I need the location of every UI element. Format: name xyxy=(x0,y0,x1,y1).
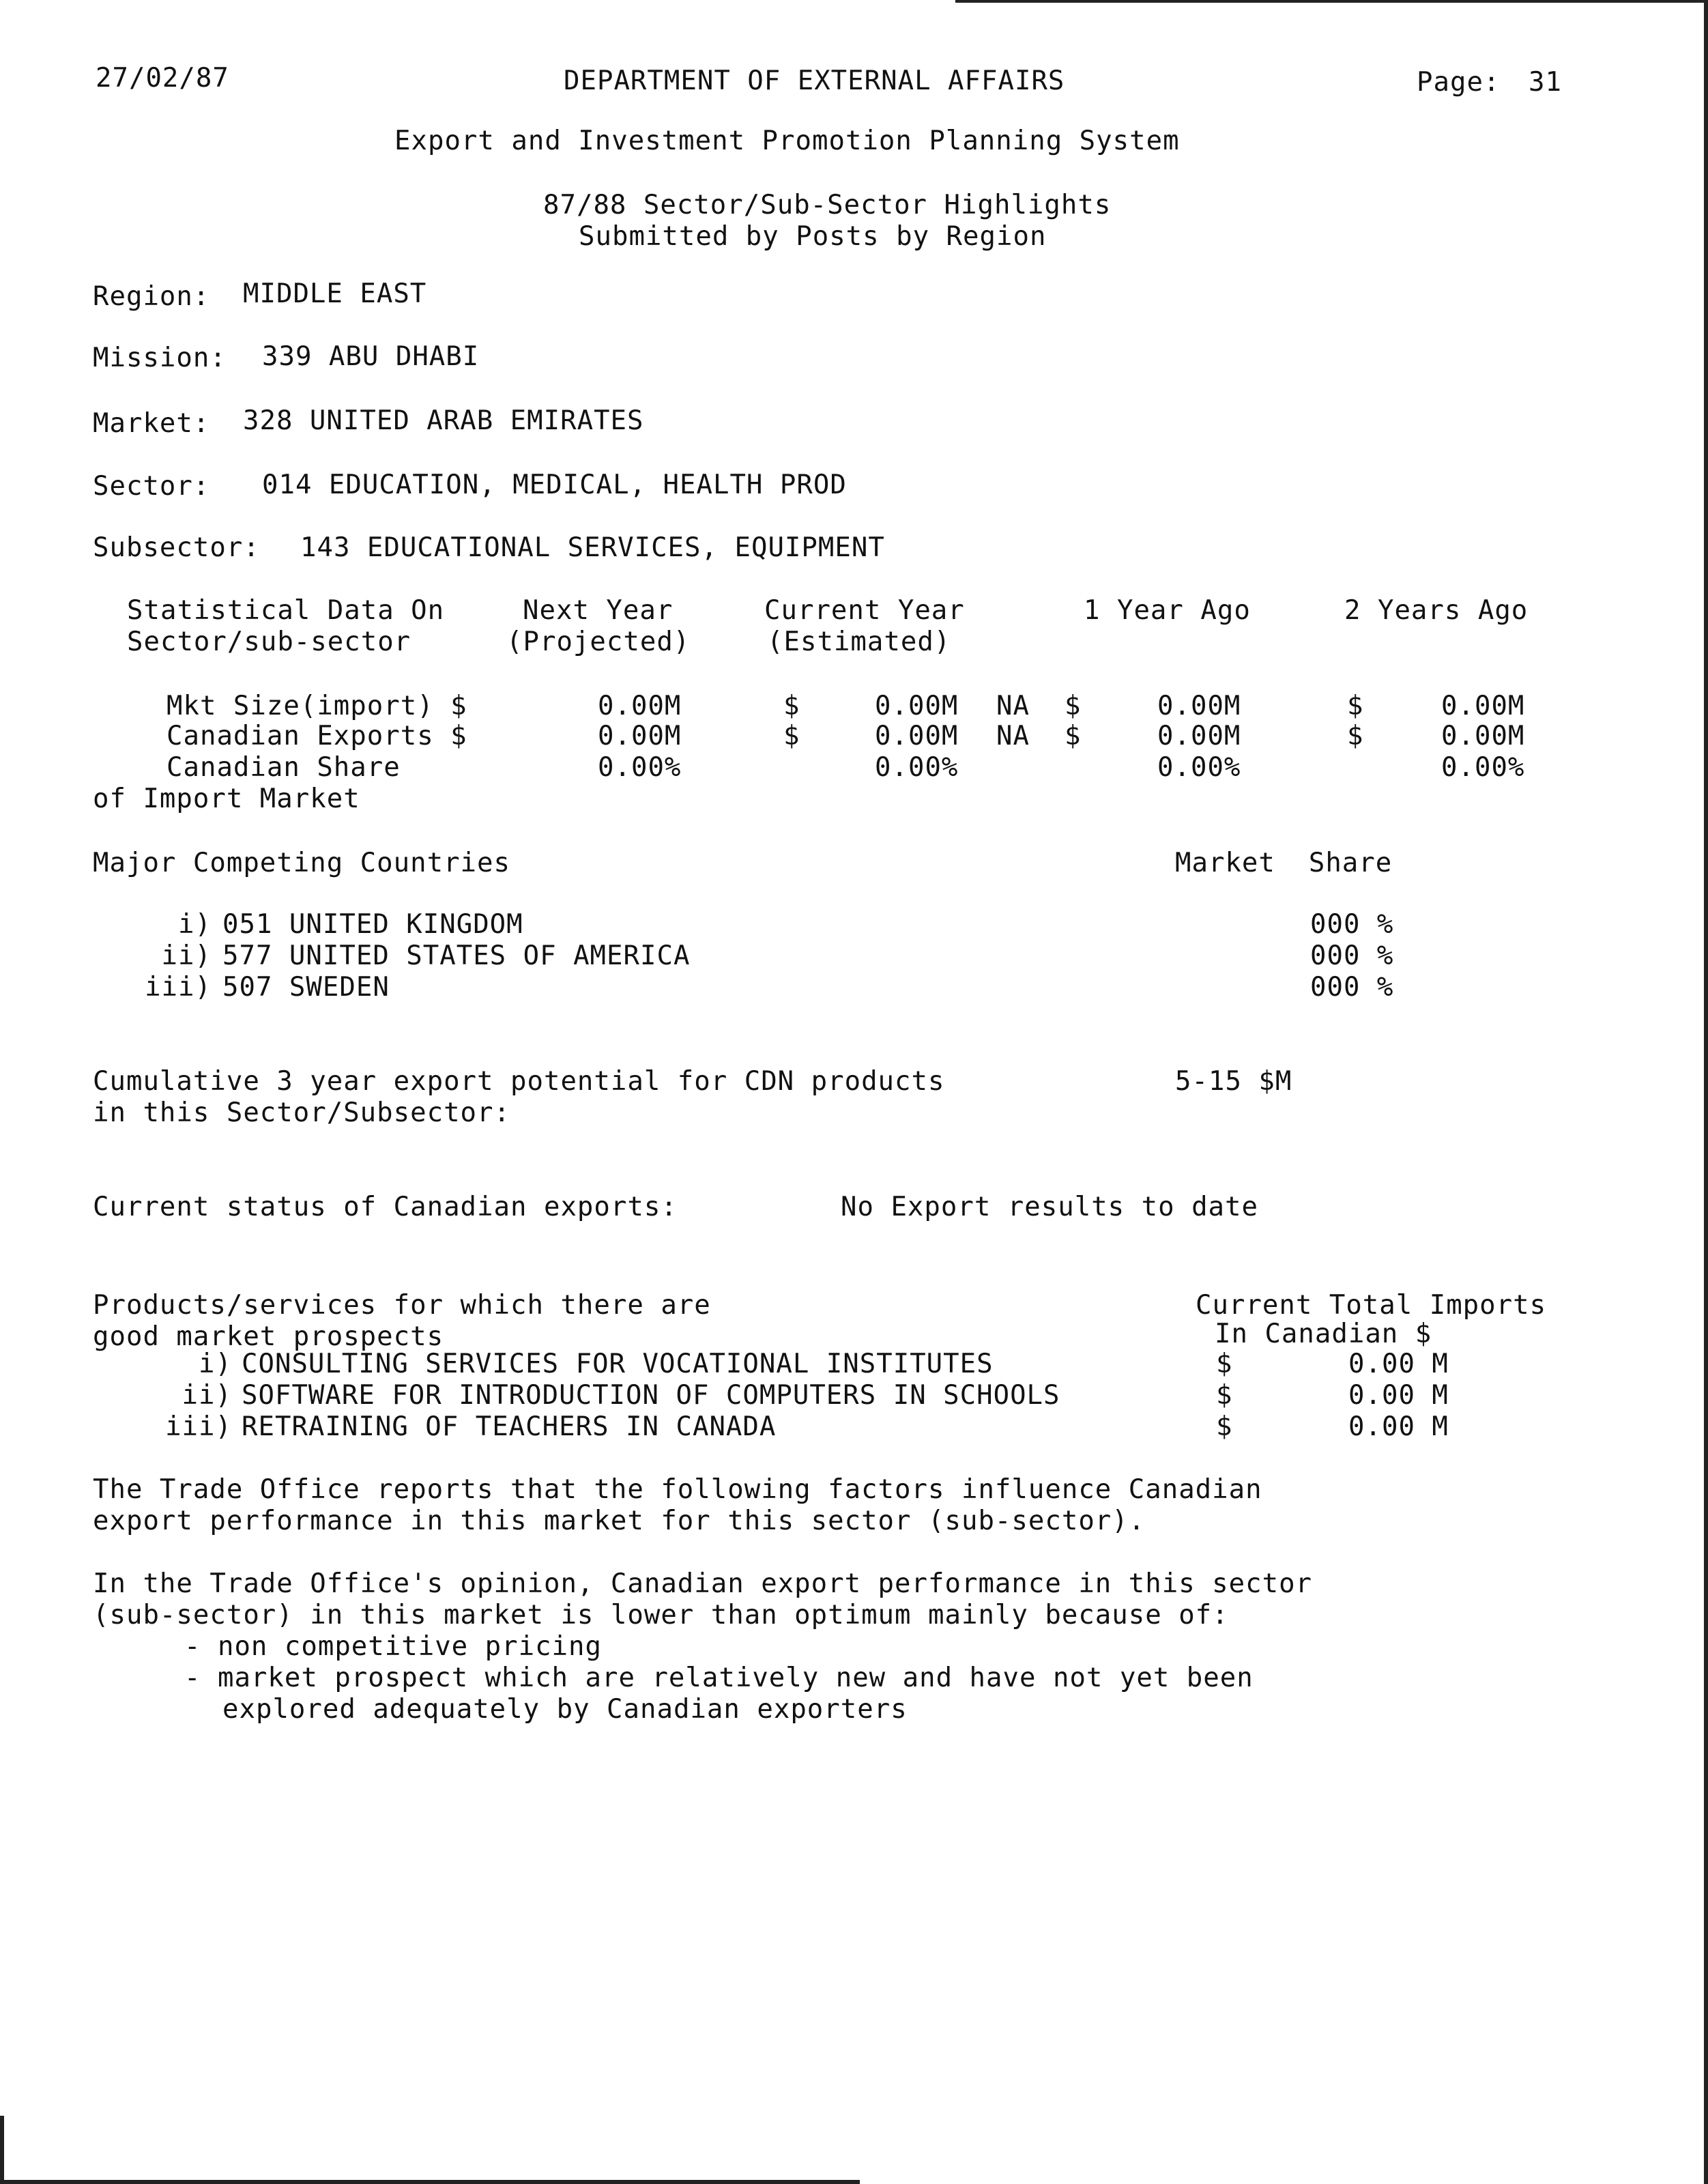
prospect-text: CONSULTING SERVICES FOR VOCATIONAL INSTITUTES xyxy=(242,1349,994,1379)
subsector-label: Subsector: xyxy=(93,532,260,563)
department-name: DEPARTMENT OF EXTERNAL AFFAIRS xyxy=(564,66,1065,96)
competitor-share: 000 % xyxy=(1310,940,1394,971)
stats-current-value: 0.00M xyxy=(875,691,959,721)
col-current-year: Current Year xyxy=(764,595,965,626)
report-subtitle: Submitted by Posts by Region xyxy=(579,221,1047,252)
page-edge-bottom xyxy=(0,2180,860,2184)
stats-next-value: 0.00M xyxy=(598,691,682,721)
stats-current-value: 0.00M xyxy=(875,721,959,751)
stats-row-label: Canadian Exports $ xyxy=(167,721,467,751)
prospect-value: 0.00 M xyxy=(1348,1411,1449,1442)
factors-line1: The Trade Office reports that the following factors influence Canadian xyxy=(93,1474,1262,1505)
competitor-country: 051 UNITED KINGDOM xyxy=(222,909,523,940)
competitor-country: 577 UNITED STATES OF AMERICA xyxy=(222,940,691,971)
sector-label: Sector: xyxy=(93,471,210,502)
prospect-text: RETRAINING OF TEACHERS IN CANADA xyxy=(242,1411,777,1442)
col-1-year-ago: 1 Year Ago xyxy=(1084,595,1251,626)
prospect-value: 0.00 M xyxy=(1348,1349,1449,1379)
region-label: Region: xyxy=(93,281,210,312)
col-current-year-sub: (Estimated) xyxy=(767,627,951,657)
prospect-dollar: $ xyxy=(1216,1349,1233,1379)
col-next-year: Next Year xyxy=(523,595,674,626)
competitor-number: ii) xyxy=(161,940,212,971)
stats-1year-value: 0.00% xyxy=(1157,752,1241,783)
competitors-heading: Major Competing Countries xyxy=(93,848,510,878)
stats-2years-dollar: $ xyxy=(1347,721,1364,751)
stats-header-line2: Sector/sub-sector xyxy=(127,627,411,657)
page-edge-right xyxy=(1704,0,1708,2184)
mission-value: 339 ABU DHABI xyxy=(262,341,480,372)
competitor-number: iii) xyxy=(145,972,212,1003)
stats-current-value: 0.00% xyxy=(875,752,959,783)
prospect-number: ii) xyxy=(182,1380,232,1411)
opinion-bullet: - market prospect which are relatively new and have not yet been xyxy=(184,1663,1254,1693)
stats-2years-value: 0.00% xyxy=(1441,752,1525,783)
competitor-share: 000 % xyxy=(1310,972,1394,1003)
page-label: Page: xyxy=(1417,67,1501,98)
market-share-heading: Market Share xyxy=(1175,848,1393,878)
potential-line2: in this Sector/Subsector: xyxy=(93,1097,510,1128)
stats-1year-dollar: $ xyxy=(1065,691,1082,721)
opinion-bullet-continued: explored adequately by Canadian exporters xyxy=(222,1694,908,1725)
factors-line2: export performance in this market for this sector (sub-sector). xyxy=(93,1506,1146,1536)
report-title: 87/88 Sector/Sub-Sector Highlights xyxy=(543,190,1112,220)
col-2-years-ago: 2 Years Ago xyxy=(1344,595,1529,626)
page-number: 31 xyxy=(1529,67,1562,98)
stats-1year-value: 0.00M xyxy=(1157,691,1241,721)
prospect-dollar: $ xyxy=(1216,1380,1233,1411)
stats-2years-dollar: $ xyxy=(1347,691,1364,721)
stats-2years-value: 0.00M xyxy=(1441,721,1525,751)
competitor-number: i) xyxy=(178,909,212,940)
stats-header-line1: Statistical Data On xyxy=(127,595,445,626)
stats-current-dollar: $ xyxy=(783,721,800,751)
stats-row-label: Canadian Share xyxy=(167,752,401,783)
competitor-country: 507 SWEDEN xyxy=(222,972,390,1003)
imports-col-heading: Current Total Imports xyxy=(1196,1290,1547,1321)
stats-na-flag: NA xyxy=(996,721,1030,751)
stats-row-label: Mkt Size(import) $ xyxy=(167,691,467,721)
prospects-line2: good market prospects xyxy=(93,1321,444,1352)
stats-1year-value: 0.00M xyxy=(1157,721,1241,751)
subsector-value: 143 EDUCATIONAL SERVICES, EQUIPMENT xyxy=(300,532,885,563)
potential-line1: Cumulative 3 year export potential for CDN products xyxy=(93,1066,945,1097)
prospects-line1: Products/services for which there are xyxy=(93,1290,711,1321)
col-next-year-sub: (Projected) xyxy=(506,627,691,657)
sector-value: 014 EDUCATION, MEDICAL, HEALTH PROD xyxy=(262,470,847,500)
opinion-bullet: - non competitive pricing xyxy=(184,1631,602,1662)
page-edge-left xyxy=(0,2116,4,2184)
stats-1year-dollar: $ xyxy=(1065,721,1082,751)
imports-col-subheading: In Canadian $ xyxy=(1215,1319,1432,1349)
prospect-dollar: $ xyxy=(1216,1411,1233,1442)
stats-next-value: 0.00% xyxy=(598,752,682,783)
region-value: MIDDLE EAST xyxy=(243,278,427,309)
status-label: Current status of Canadian exports: xyxy=(93,1192,678,1222)
page-edge-top xyxy=(955,0,1708,3)
system-title: Export and Investment Promotion Planning System xyxy=(394,126,1180,156)
market-value: 328 UNITED ARAB EMIRATES xyxy=(243,405,644,436)
market-label: Market: xyxy=(93,408,210,439)
competitor-share: 000 % xyxy=(1310,909,1394,940)
mission-label: Mission: xyxy=(93,343,227,373)
prospect-text: SOFTWARE FOR INTRODUCTION OF COMPUTERS IN SCHOOLS xyxy=(242,1380,1060,1411)
prospect-number: i) xyxy=(199,1349,232,1379)
opinion-line2: (sub-sector) in this market is lower than optimum mainly because of: xyxy=(93,1600,1229,1630)
stats-2years-value: 0.00M xyxy=(1441,691,1525,721)
stats-next-value: 0.00M xyxy=(598,721,682,751)
potential-value: 5-15 $M xyxy=(1175,1066,1292,1097)
stats-current-dollar: $ xyxy=(783,691,800,721)
status-value: No Export results to date xyxy=(841,1192,1258,1222)
report-date: 27/02/87 xyxy=(96,63,229,94)
prospect-value: 0.00 M xyxy=(1348,1380,1449,1411)
prospect-number: iii) xyxy=(165,1411,232,1442)
opinion-line1: In the Trade Office's opinion, Canadian export performance in this sector xyxy=(93,1568,1313,1599)
stats-share-continued: of Import Market xyxy=(93,784,360,814)
stats-na-flag: NA xyxy=(996,691,1030,721)
